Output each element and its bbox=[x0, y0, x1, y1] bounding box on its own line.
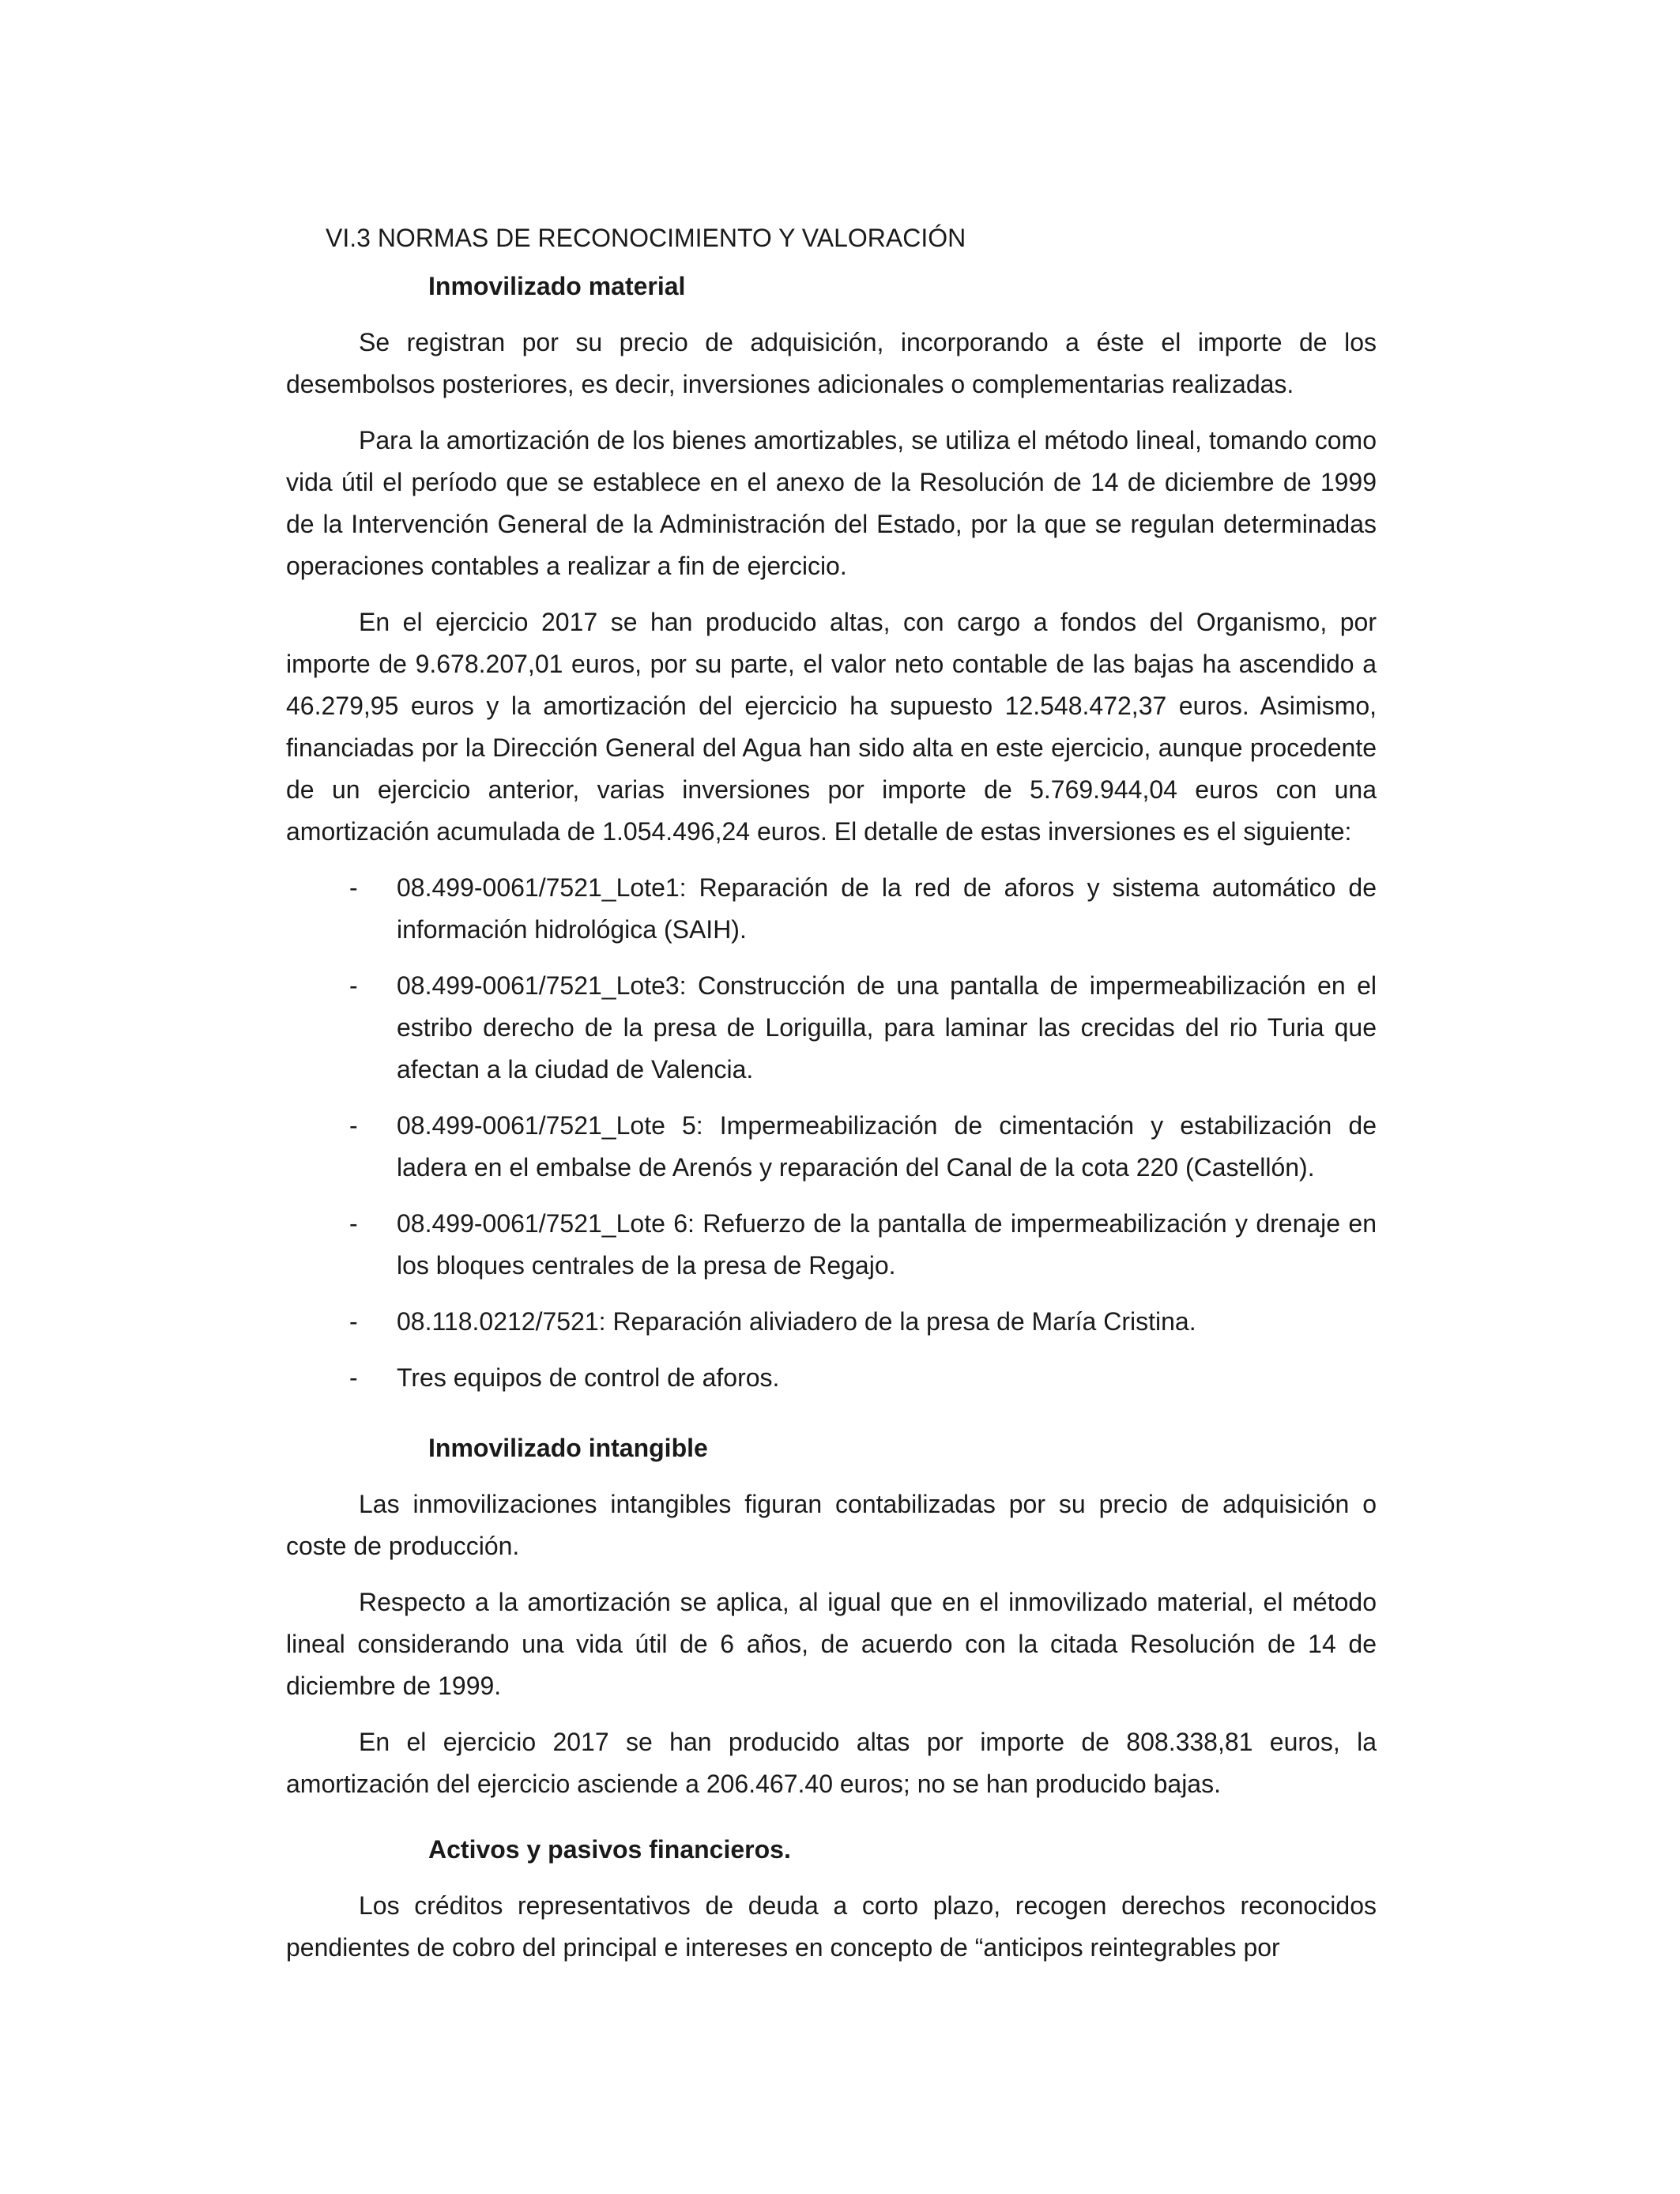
section-title: VI.3 NORMAS DE RECONOCIMIENTO Y VALORACIÓN bbox=[326, 224, 966, 252]
dash-bullet: - bbox=[349, 1307, 358, 1336]
list-item-text: 08.499-0061/7521_Lote 6: Refuerzo de la pantalla de impermeabilización y drenaje en los bloques centrales de la presa de Regajo. bbox=[397, 1209, 1377, 1280]
section-activos-pasivos bbox=[286, 1829, 1377, 1969]
paragraph-intangible-1: Las inmovilizaciones intangibles figuran contabilizadas por su precio de adquisición o coste de producción. bbox=[286, 1490, 1377, 1560]
dash-bullet: - bbox=[349, 873, 358, 902]
list-item bbox=[286, 965, 1377, 1091]
dash-bullet: - bbox=[349, 971, 358, 1000]
paragraph-material-3: En el ejercicio 2017 se han producido altas, con cargo a fondos del Organismo, por importe de 9.678.207,01 euros, por su parte, el valor neto contable de las bajas ha ascendido a 46.279,95 euros y la amortización del ejercicio ha supuesto 12.548.472,37 euros. Asimismo, financiadas por la Dirección General del Agua han sido alta en este ejercicio, aunque procedente de un ejercicio anterior, varias inversiones por importe de 5.769.944,04 euros con una amortización acumulada de 1.054.496,24 euros. El detalle de estas inversiones es el siguiente: bbox=[286, 608, 1377, 846]
heading-activos-pasivos: Activos y pasivos financieros. bbox=[428, 1835, 791, 1864]
paragraph-activos-1: Los créditos representativos de deuda a corto plazo, recogen derechos reconocidos pendientes de cobro del principal e intereses en concepto de “anticipos reintegrables por bbox=[286, 1891, 1377, 1962]
paragraph-material-1: Se registran por su precio de adquisición, incorporando a éste el importe de los desembolsos posteriores, es decir, inversiones adicionales o complementarias realizadas. bbox=[286, 328, 1377, 398]
list-item bbox=[286, 1203, 1377, 1287]
list-item-text: 08.118.0212/7521: Reparación aliviadero de la presa de María Cristina. bbox=[397, 1307, 1196, 1336]
dash-bullet: - bbox=[349, 1209, 358, 1238]
section-inmovilizado-material bbox=[286, 266, 1377, 1399]
paragraph-material-2: Para la amortización de los bienes amortizables, se utiliza el método lineal, tomando como vida útil el período que se establece en el anexo de la Resolución de 14 de diciembre de 1999 de la Intervención General de la Administración del Estado, por la que se regulan determinadas operaciones contables a realizar a fin de ejercicio. bbox=[286, 426, 1377, 580]
document-page bbox=[286, 217, 1377, 1983]
section-inmovilizado-intangible bbox=[286, 1427, 1377, 1805]
list-item bbox=[286, 1357, 1377, 1399]
paragraph-intangible-2: Respecto a la amortización se aplica, al igual que en el inmovilizado material, el método lineal considerando una vida útil de 6 años, de acuerdo con la citada Resolución de 14 de diciembre de 1999. bbox=[286, 1588, 1377, 1700]
dash-bullet: - bbox=[349, 1363, 358, 1392]
list-item bbox=[286, 1301, 1377, 1343]
heading-inmovilizado-material: Inmovilizado material bbox=[428, 272, 686, 300]
investment-list bbox=[286, 867, 1377, 1399]
paragraph-intangible-3: En el ejercicio 2017 se han producido altas por importe de 808.338,81 euros, la amortización del ejercicio asciende a 206.467.40 euros; no se han producido bajas. bbox=[286, 1728, 1377, 1798]
list-item-text: Tres equipos de control de aforos. bbox=[397, 1363, 780, 1392]
list-item-text: 08.499-0061/7521_Lote3: Construcción de una pantalla de impermeabilización en el estribo derecho de la presa de Loriguilla, para laminar las crecidas del rio Turia que afectan a la ciudad de Valencia. bbox=[397, 971, 1377, 1084]
list-item bbox=[286, 867, 1377, 951]
list-item-text: 08.499-0061/7521_Lote1: Reparación de la red de aforos y sistema automático de información hidrológica (SAIH). bbox=[397, 873, 1377, 944]
heading-inmovilizado-intangible: Inmovilizado intangible bbox=[428, 1434, 708, 1462]
dash-bullet: - bbox=[349, 1111, 358, 1140]
list-item-text: 08.499-0061/7521_Lote 5: Impermeabilización de cimentación y estabilización de ladera en el embalse de Arenós y reparación del Canal de la cota 220 (Castellón). bbox=[397, 1111, 1377, 1182]
list-item bbox=[286, 1105, 1377, 1189]
